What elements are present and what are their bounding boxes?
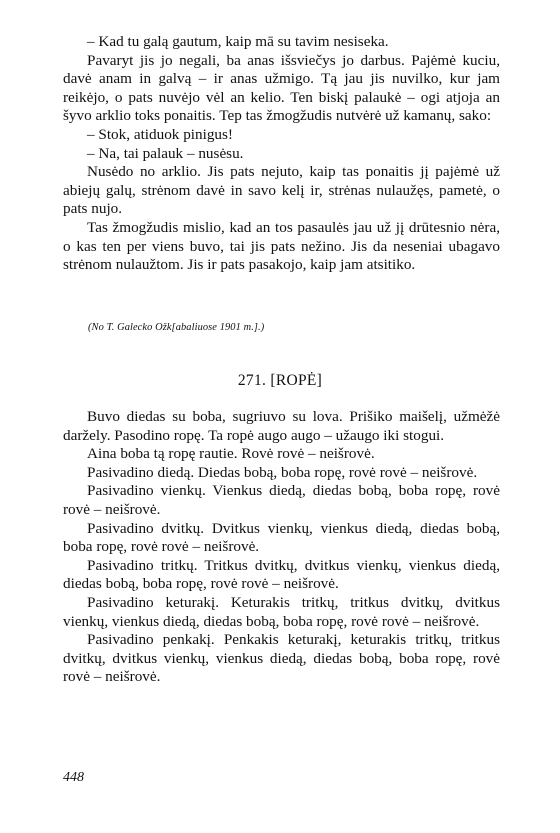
narrative-paragraph: Pasivadino vienkų. Vienkus diedą, diedas bobą, boba ropę, rovė rovė – neišrovė. bbox=[63, 482, 500, 518]
narrative-paragraph: Pasivadino tritkų. Tritkus dvitkų, dvitkus vienkų, vienkus diedą, diedas bobą, boba ropę, rovė rovė – neišrovė. bbox=[63, 556, 500, 593]
page-number: 448 bbox=[63, 770, 84, 785]
story-rope bbox=[63, 408, 500, 687]
narrative-paragraph: Buvo diedas su boba, sugriuvo su lova. Prišiko maišelį, užmėžė daržely. Pasodino ropę. Ta ropė augo augo – užaugo iki stogui. bbox=[63, 408, 500, 444]
dialogue-line: – Stok, atiduok pinigus! bbox=[87, 125, 233, 143]
narrative-paragraph: Tas žmogžudis mislio, kad an tos pasaulės jau už jį drūtesnio nėra, o kas ten per viens buvo, tai jis pats nežino. Jis da neseniai ubagavo strėnom nulaužtom. Jis ir pats pasakojo, kaip jam atsitiko. bbox=[63, 218, 500, 274]
narrative-paragraph: Pasivadino keturakį. Keturakis tritkų, tritkus dvitkų, dvitkus vienkų, vienkus diedą, diedas bobą, boba ropę, rovė rovė – neišrovė. bbox=[63, 593, 500, 630]
section-title: 271. [ROPĖ] bbox=[237, 372, 323, 389]
narrative-paragraph: Pasivadino penkakį. Penkakis keturakį, keturakis tritkų, tritkus dvitkų, dvitkus vienkų, vienkus diedą, diedas bobą, boba ropę, rovė rovė – neišrovė. bbox=[63, 631, 500, 686]
narrative-paragraph: Pasivadino dvitkų. Dvitkus vienkų, vienkus diedą, diedas bobą, boba ropę, rovė rovė – neišrovė. bbox=[63, 519, 500, 556]
narrative-paragraph: Pasivadino diedą. Diedas bobą, boba ropę, rovė rovė – neišrovė. bbox=[87, 463, 478, 481]
source-note: (No T. Galecko Ožk[abaliuose 1901 m.].) bbox=[88, 322, 265, 333]
dialogue-line: – Na, tai palauk – nusėsu. bbox=[87, 144, 244, 162]
narrative-paragraph: Aina boba tą ropę rautie. Rovė rovė – neišrovė. bbox=[87, 445, 375, 463]
narrative-paragraph: Pavaryt jis jo negali, ba anas išsviečys jo darbus. Pajėmė kuciu, davė anam in galvą – ir anas užmigo. Tą jau jis nuvilko, kur jam reikėjo, o pats nuvėjo vėl an kelio. Ten biskį palaukė – ogi atjoja an šyvo arklio toks ponaitis. Tep tas žmogžudis nutvėrė už kamanų, sako: bbox=[63, 51, 500, 125]
narrative-paragraph: Nusėdo no arklio. Jis pats nejuto, kaip tas ponaitis jį pajėmė už abiejų galų, strėnom davė in savo kelį ir, strėnas nulaužęs, pametė, o pats nujo. bbox=[63, 163, 500, 218]
story-continuation bbox=[63, 33, 500, 275]
dialogue-line: – Kad tu galą gautum, kaip mā su tavim nesiseka. bbox=[87, 33, 389, 50]
